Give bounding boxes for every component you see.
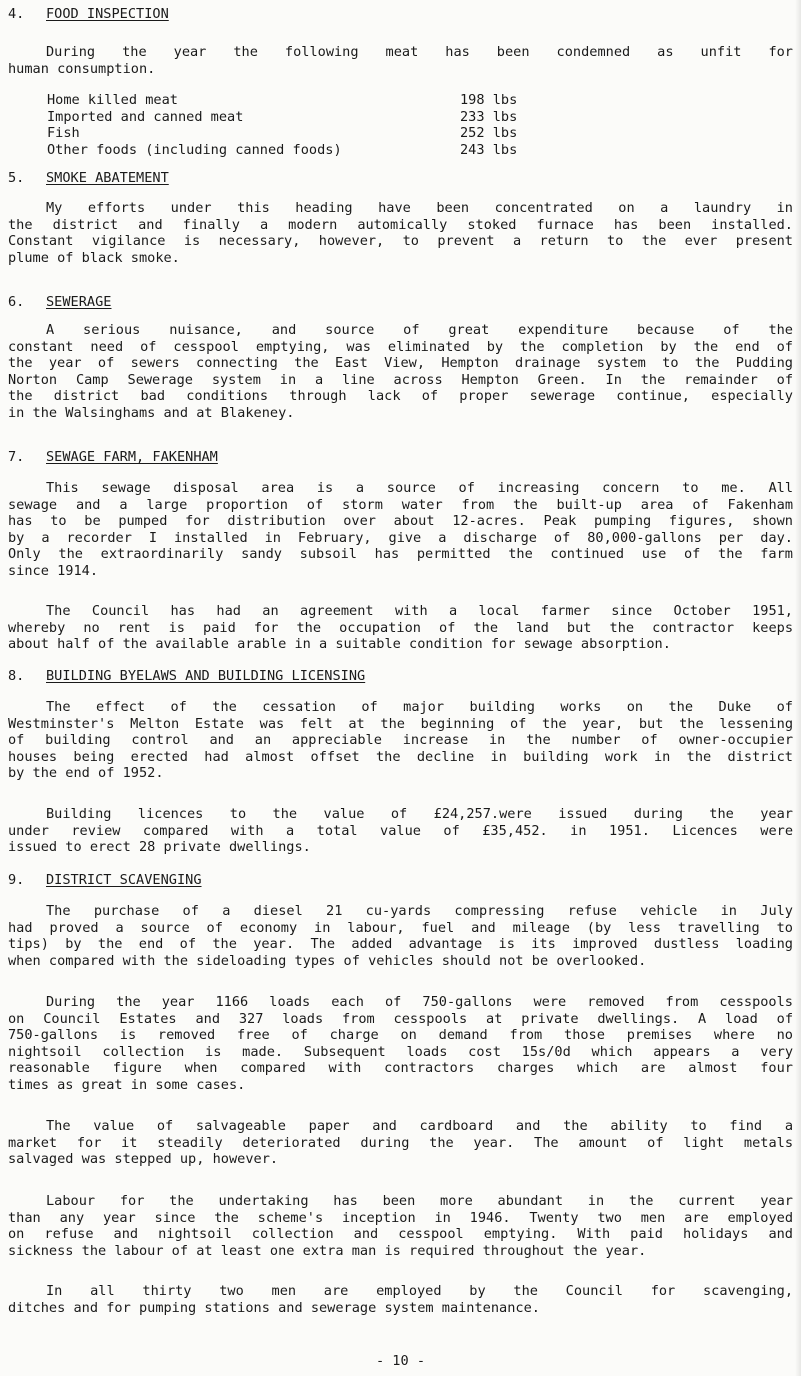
section-title: SEWERAGE (46, 294, 112, 310)
text-line: During the year the following meat has been condemned as unfit for (46, 44, 793, 60)
section-9-paragraph-5 (8, 1283, 793, 1316)
text-line: tips) by the end of the year. The added advantage is its improved dustless loading (8, 936, 793, 952)
section-number: 9. (8, 872, 25, 888)
text-line: Constant vigilance is necessary, however, to prevent a return to the ever present (8, 233, 793, 249)
section-6-paragraph (8, 322, 793, 421)
section-8-heading (8, 668, 365, 685)
item-value: 252 lbs (460, 125, 518, 141)
text-line: reasonable figure when compared with contractors charges which are almost four (8, 1060, 793, 1076)
list-item (47, 92, 527, 109)
text-line: constant need of cesspool emptying, was eliminated by the completion by the end of (8, 338, 793, 355)
section-title: DISTRICT SCAVENGING (46, 872, 202, 888)
text-line: by the end of 1952. (8, 765, 164, 781)
item-label: Imported and canned meat (47, 108, 244, 125)
text-line: Westminster's Melton Estate was felt at the beginning of the year, but the lessening (8, 715, 793, 732)
item-label: Fish (47, 125, 80, 141)
section-7-heading (8, 449, 218, 466)
section-number: 5. (8, 170, 25, 186)
text-line: the year of sewers connecting the East View, Hempton drainage system to the Pudding (8, 355, 793, 371)
text-line: 750-gallons is removed free of charge on demand from those premises where no (8, 1027, 793, 1043)
text-line: nightsoil collection is made. Subsequent loads cost 15s/0d which appears a very (8, 1043, 793, 1060)
item-value: 233 lbs (460, 108, 518, 125)
item-label: Home killed meat (47, 92, 178, 108)
section-title: BUILDING BYELAWS AND BUILDING LICENSING (46, 668, 366, 684)
text-line: on Council Estates and 327 loads from cesspools at private dwellings. A load of (8, 1010, 793, 1027)
text-line: had proved a source of economy in labour, fuel and mileage (by less travelling to (8, 919, 793, 936)
text-line: During the year 1166 loads each of 750-gallons were removed from cesspools (46, 994, 793, 1010)
text-line: salvaged was stepped up, however. (8, 1151, 279, 1167)
text-line: the district and finally a modern automically stoked furnace has been installed. (8, 216, 793, 233)
section-title: FOOD INSPECTION (46, 6, 169, 22)
text-line: in the Walsinghams and at Blakeney. (8, 404, 295, 421)
text-line: has to be pumped for distribution over about 12-acres. Peak pumping figures, shown (8, 513, 793, 529)
item-label: Other foods (including canned foods) (47, 141, 342, 158)
section-9-paragraph-3 (8, 1118, 793, 1168)
section-8-paragraph-1 (8, 699, 793, 782)
text-line: by a recorder I installed in February, give a discharge of 80,000-gallons per day. (8, 529, 793, 546)
section-6-heading (8, 294, 111, 311)
text-line: issued to erect 28 private dwellings. (8, 839, 311, 855)
text-line: My efforts under this heading have been concentrated on a laundry in (46, 200, 793, 216)
text-line: Building licences to the value of £24,257.were issued during the year (46, 806, 793, 822)
text-line: A serious nuisance, and source of great expenditure because of the (46, 322, 793, 338)
text-line: Norton Camp Sewerage system in a line across Hempton Green. In the remainder of (8, 371, 793, 388)
text-line: under review compared with a total value of £35,452. in 1951. Licences were (8, 822, 793, 839)
item-value: 198 lbs (460, 92, 518, 108)
section-title: SMOKE ABATEMENT (46, 170, 169, 186)
list-item (47, 109, 527, 126)
text-line: times as great in some cases. (8, 1076, 246, 1093)
section-number: 7. (8, 449, 25, 465)
text-line: Only the extraordinarily sandy subsoil has permitted the continued use of the farm (8, 546, 793, 562)
text-line: houses being erected had almost offset the decline in building work in the district (8, 748, 793, 765)
section-4-intro (8, 44, 793, 77)
section-7-paragraph-2 (8, 603, 793, 653)
section-7-paragraph-1 (8, 480, 793, 579)
text-line: sickness the labour of at least one extra man is required throughout the year. (8, 1242, 647, 1259)
text-line: In all thirty two men are employed by the Council for scavenging, (46, 1283, 793, 1299)
text-line: The purchase of a diesel 21 cu-yards compressing refuse vehicle in July (46, 903, 793, 919)
section-9-paragraph-2 (8, 994, 793, 1093)
text-line: on refuse and nightsoil collection and cesspool emptying. With paid holidays and (8, 1226, 793, 1242)
section-9-heading (8, 872, 202, 889)
text-line: sewage and a large proportion of storm water from the built-up area of Fakenham (8, 496, 793, 513)
condemned-food-list (47, 92, 527, 158)
text-line: The effect of the cessation of major building works on the Duke of (46, 699, 793, 715)
text-line: This sewage disposal area is a source of increasing concern to me. All (46, 480, 793, 496)
section-5-heading (8, 170, 169, 187)
section-number: 8. (8, 668, 25, 684)
text-line: The value of salvageable paper and cardboard and the ability to find a (46, 1118, 793, 1134)
page-number: - 10 - (375, 1353, 426, 1369)
text-line: when compared with the sideloading types of vehicles should not be overlooked. (8, 952, 647, 969)
page-edge-shadow (795, 0, 801, 1376)
section-title: SEWAGE FARM, FAKENHAM (46, 449, 218, 465)
section-number: 6. (8, 294, 25, 310)
list-item (47, 142, 527, 159)
text-line: market for it steadily deteriorated during the year. The amount of light metals (8, 1134, 793, 1151)
text-line: of building control and an appreciable increase in the number of owner-occupier (8, 732, 793, 748)
text-line: human consumption. (8, 60, 156, 77)
text-line: Labour for the undertaking has been more abundant in the current year (46, 1193, 793, 1209)
text-line: since 1914. (8, 562, 99, 579)
text-line: whereby no rent is paid for the occupation of the land but the contractor keeps (8, 619, 793, 636)
section-8-paragraph-2 (8, 806, 793, 856)
section-number: 4. (8, 6, 25, 22)
section-9-paragraph-1 (8, 903, 793, 969)
section-4-heading (8, 6, 169, 23)
section-5-paragraph (8, 200, 793, 266)
list-item (47, 125, 527, 142)
text-line: than any year since the scheme's inception in 1946. Twenty two men are employed (8, 1209, 793, 1226)
text-line: ditches and for pumping stations and sewerage system maintenance. (8, 1299, 540, 1316)
text-line: about half of the available arable in a suitable condition for sewage absorption. (8, 636, 671, 652)
item-value: 243 lbs (460, 141, 518, 158)
text-line: the district bad conditions through lack of proper sewerage continue, especially (8, 388, 793, 404)
section-9-paragraph-4 (8, 1193, 793, 1259)
text-line: plume of black smoke. (8, 249, 180, 266)
text-line: The Council has had an agreement with a local farmer since October 1951, (46, 603, 793, 619)
